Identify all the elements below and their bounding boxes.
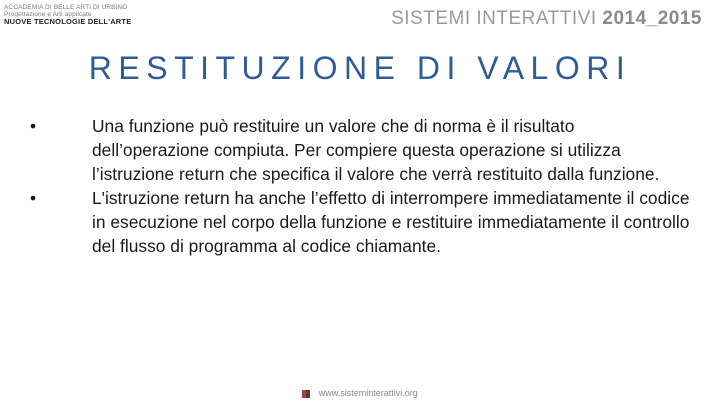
header-course xyxy=(391,8,702,30)
program-name: NUOVE TECNOLOGIE DELL'ARTE xyxy=(4,17,132,26)
course-name: SISTEMI INTERATTIVI xyxy=(391,8,597,29)
bullet-text: L'istruzione return ha anche l’effetto di interrompere immediatamente il codice in esecuzione nel corpo della funzione e restituire immediatamente il controllo del flusso di programma al codice chiamante. xyxy=(92,188,690,256)
bullet-item xyxy=(30,186,690,258)
header-institution xyxy=(4,4,131,25)
academic-year: 2014_2015 xyxy=(602,8,702,29)
bullet-marker: • xyxy=(30,116,37,136)
slide-title: RESTITUZIONE DI VALORI xyxy=(88,50,632,86)
bullet-text: Una funzione può restituire un valore che di norma è il risultato dell’operazione compiuta. Per compiere questa operazione si utilizza l’istruzione return che specifica il valore che verrà restituito dalla funzione. xyxy=(92,116,660,184)
footer-url[interactable]: www.sisteminterattivi.org xyxy=(318,388,418,398)
bullet-list xyxy=(30,114,690,258)
bullet-item xyxy=(30,114,690,186)
footer xyxy=(0,388,720,398)
department-name: Progettazione e Arti applicate xyxy=(4,11,92,18)
bullet-marker: • xyxy=(30,188,37,208)
institution-name: ACCADEMIA DI BELLE ARTI DI URBINO xyxy=(4,4,128,11)
site-logo-icon xyxy=(302,390,310,398)
